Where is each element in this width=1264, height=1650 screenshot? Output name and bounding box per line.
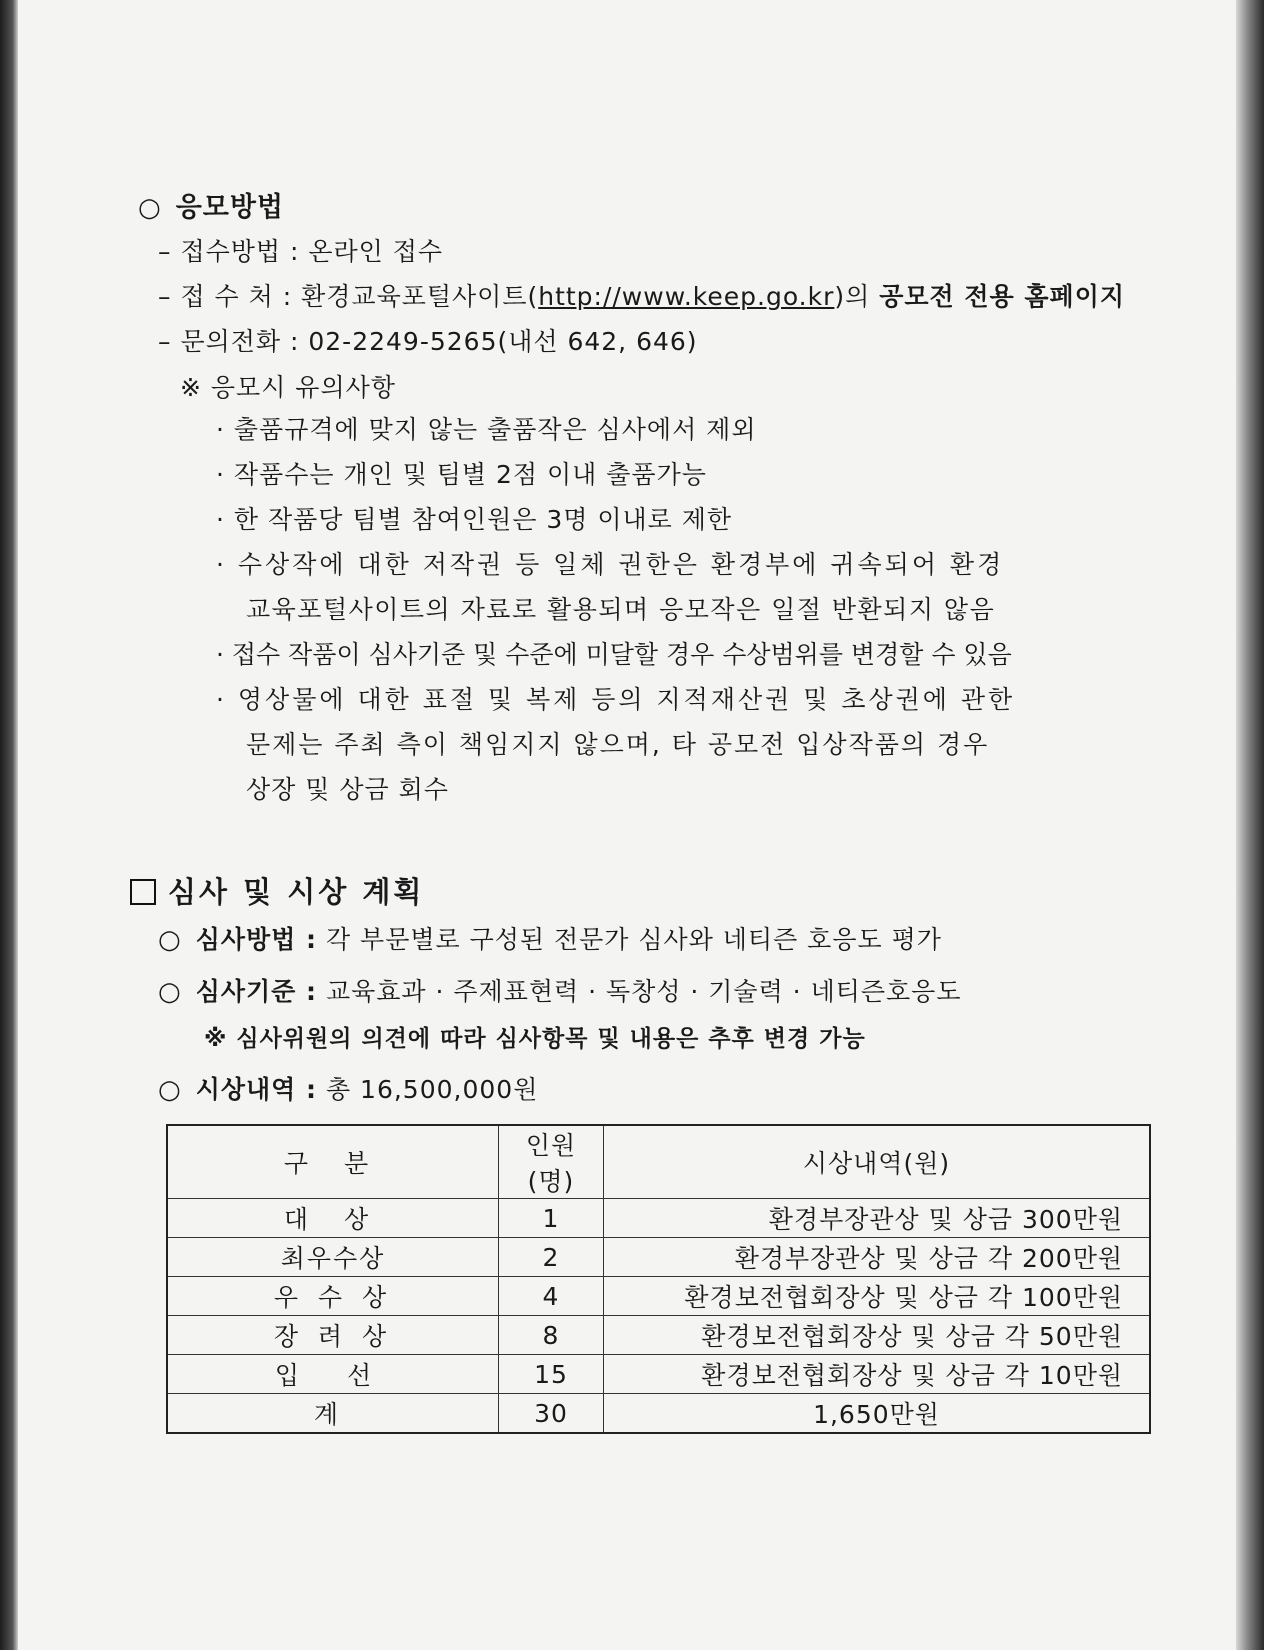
cell-category: 우 수 상	[167, 1277, 499, 1316]
cell-prize: 환경보전협회장상 및 상금 각 50만원	[604, 1316, 1151, 1355]
circle-bullet-icon: ○	[158, 977, 182, 1007]
cell-prize: 환경보전협회장상 및 상금 각 100만원	[604, 1277, 1151, 1316]
cell-prize: 환경부장관상 및 상금 300만원	[604, 1199, 1151, 1238]
cell-total-prize: 1,650만원	[604, 1394, 1151, 1434]
cell-category: 장 려 상	[167, 1316, 499, 1355]
portal-link[interactable]: http://www.keep.go.kr	[538, 282, 835, 311]
apply-place-prefix: 접 수 처 : 환경교육포털사이트(	[180, 282, 539, 311]
judging-method	[158, 920, 942, 956]
apply-heading	[138, 185, 284, 224]
cell-count: 1	[499, 1199, 604, 1238]
judging-heading-text: 심사 및 시상 계획	[168, 875, 425, 909]
cell-count: 8	[499, 1316, 604, 1355]
cell-prize: 환경보전협회장상 및 상금 각 10만원	[604, 1355, 1151, 1394]
apply-place	[158, 277, 1125, 313]
cell-count: 15	[499, 1355, 604, 1394]
table-total-row	[167, 1394, 1150, 1434]
circle-bullet-icon: ○	[138, 193, 162, 223]
table-row	[167, 1355, 1150, 1394]
dash-bullet: –	[158, 237, 181, 266]
prize-table	[166, 1124, 1151, 1434]
apply-phone-text: 문의전화 : 02-2249-5265(내선 642, 646)	[180, 327, 698, 356]
awards-total	[158, 1070, 538, 1106]
judging-method-value: 각 부문별로 구성된 전문가 심사와 네티즌 호응도 평가	[325, 925, 942, 954]
apply-phone	[158, 322, 698, 358]
table-row	[167, 1238, 1150, 1277]
note-item-continued: 문제는 주최 측이 책임지지 않으며, 타 공모전 입상작품의 경우	[246, 730, 990, 759]
scan-edge-right	[1236, 0, 1264, 1650]
cell-category: 최우수상	[167, 1238, 499, 1277]
cell-total-count: 30	[499, 1394, 604, 1434]
header-category: 구 분	[167, 1125, 499, 1199]
header-prize: 시상내역(원)	[604, 1125, 1151, 1199]
apply-place-suffix: )의	[834, 282, 880, 311]
table-row	[167, 1199, 1150, 1238]
criteria-note: ※ 심사위원의 의견에 따라 심사항목 및 내용은 추후 변경 가능	[204, 1026, 866, 1052]
table-row	[167, 1277, 1150, 1316]
apply-place-bold: 공모전 전용 홈페이지	[879, 282, 1126, 311]
dash-bullet: –	[158, 327, 181, 356]
note-item-continued: 교육포털사이트의 자료로 활용되며 응모작은 일절 반환되지 않음	[246, 595, 996, 624]
judging-method-label: 심사방법 :	[195, 925, 317, 954]
cell-category: 입 선	[167, 1355, 499, 1394]
table-row	[167, 1316, 1150, 1355]
apply-method-text: 접수방법 : 온라인 접수	[180, 237, 444, 266]
judging-heading	[130, 870, 424, 911]
note-item: · 한 작품당 팀별 참여인원은 3명 이내로 제한	[216, 505, 733, 534]
note-item: · 수상작에 대한 저작권 등 일체 권한은 환경부에 귀속되어 환경	[216, 550, 1005, 579]
dash-bullet: –	[158, 282, 181, 311]
judging-criteria-label: 심사기준 :	[195, 977, 317, 1006]
note-item: · 출품규격에 맞지 않는 출품작은 심사에서 제외	[216, 415, 757, 444]
table-header-row	[167, 1125, 1150, 1199]
circle-bullet-icon: ○	[158, 925, 182, 955]
note-item: · 접수 작품이 심사기준 및 수준에 미달할 경우 수상범위를 변경할 수 있음	[216, 640, 1012, 669]
cell-prize: 환경부장관상 및 상금 각 200만원	[604, 1238, 1151, 1277]
note-item: · 작품수는 개인 및 팀별 2점 이내 출품가능	[216, 460, 707, 489]
document-page	[18, 0, 1236, 1650]
scan-edge-left	[0, 0, 18, 1650]
judging-criteria	[158, 972, 961, 1008]
header-count: 인원(명)	[499, 1125, 604, 1199]
judging-criteria-value: 교육효과 · 주제표현력 · 독창성 · 기술력 · 네티즌호응도	[325, 977, 962, 1006]
awards-label: 시상내역 :	[195, 1075, 317, 1104]
apply-heading-text: 응모방법	[175, 192, 285, 223]
apply-method	[158, 232, 443, 268]
notes-title: ※ 응모시 유의사항	[180, 373, 396, 402]
note-item: · 영상물에 대한 표절 및 복제 등의 지적재산권 및 초상권에 관한	[216, 685, 1016, 714]
cell-category: 대 상	[167, 1199, 499, 1238]
awards-value: 총 16,500,000원	[325, 1075, 539, 1104]
cell-total-label: 계	[167, 1394, 499, 1434]
cell-count: 4	[499, 1277, 604, 1316]
square-bullet-icon	[130, 879, 156, 905]
note-item-continued: 상장 및 상금 회수	[246, 775, 449, 804]
circle-bullet-icon: ○	[158, 1075, 182, 1105]
cell-count: 2	[499, 1238, 604, 1277]
